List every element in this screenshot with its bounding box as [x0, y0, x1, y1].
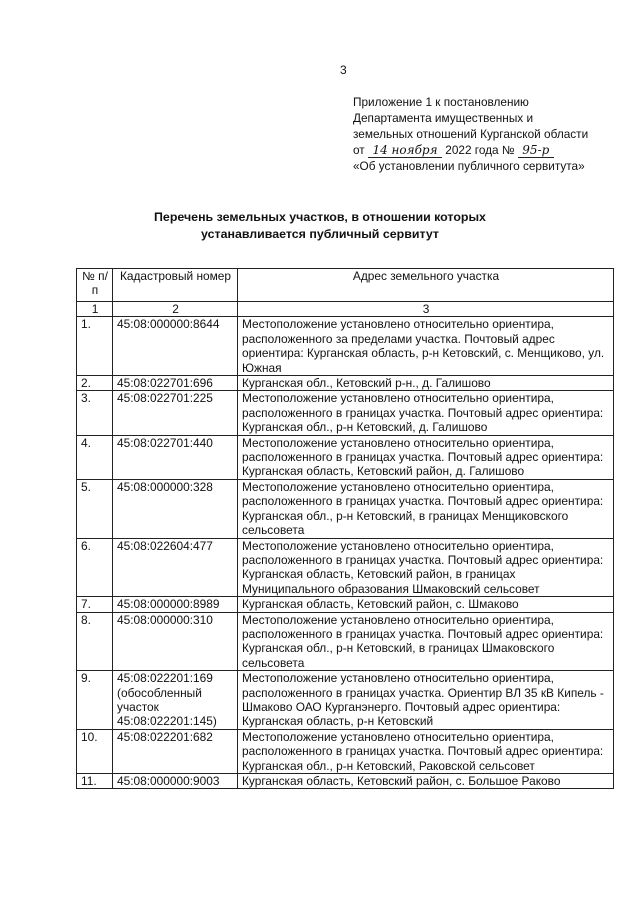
table-row: [77, 435, 614, 479]
address: Местоположение установлено относительно ориентира, расположенного в границах участка. Почтовый адрес ориентира: Курганская обл., р-н Кетовский, в границах Шмаковского сельсовета: [238, 612, 614, 671]
appendix-line-2: Департамента имущественных и: [353, 111, 534, 125]
date-prefix: от: [353, 143, 365, 157]
column-number: 1: [77, 302, 113, 317]
cadastral-number: 45:08:022701:696: [113, 376, 238, 391]
cadastral-number: 45:08:000000:328: [113, 479, 238, 538]
appendix-line-5: «Об установлении публичного сервитута»: [353, 159, 585, 173]
parcels-table: [76, 268, 614, 789]
cadastral-number: 45:08:022701:440: [113, 435, 238, 479]
header-number: № п/п: [77, 269, 113, 302]
address: Курганская обл., Кетовский р-н., д. Галишово: [238, 376, 614, 391]
row-number: 1.: [77, 317, 113, 376]
header-address: Адрес земельного участка: [238, 269, 614, 302]
table-row: [77, 376, 614, 391]
row-number: 9.: [77, 671, 113, 730]
table-row: [77, 774, 614, 789]
row-number: 7.: [77, 597, 113, 612]
table-row: [77, 729, 614, 773]
address: Местоположение установлено относительно ориентира, расположенного в границах участка. Почтовый адрес ориентира: Курганская область, Кетовский район, д. Галишово: [238, 435, 614, 479]
handwritten-date: 14 ноября: [368, 144, 442, 158]
title-line-1: Перечень земельных участков, в отношении которых: [154, 210, 486, 224]
column-number: 3: [238, 302, 614, 317]
cadastral-number: 45:08:022201:169 (обособленный участок 45:08:022201:145): [113, 671, 238, 730]
table-row: [77, 597, 614, 612]
row-number: 6.: [77, 538, 113, 597]
document-title: [60, 209, 580, 243]
row-number: 10.: [77, 729, 113, 773]
table-header-row: [77, 269, 614, 302]
year-text: 2022 года №: [445, 143, 515, 157]
row-number: 5.: [77, 479, 113, 538]
address: Местоположение установлено относительно ориентира, расположенного в границах участка. Ориентир ВЛ 35 кВ Кипель - Шмаково ОАО Курганэнерго. Почтовый адрес ориентира: Курганская область, р-н Кетовский: [238, 671, 614, 730]
cadastral-number: 45:08:022201:682: [113, 729, 238, 773]
table-row: [77, 538, 614, 597]
column-number: 2: [113, 302, 238, 317]
appendix-line-3: земельных отношений Курганской области: [353, 127, 589, 141]
cadastral-number: 45:08:000000:310: [113, 612, 238, 671]
row-number: 8.: [77, 612, 113, 671]
cadastral-number: 45:08:000000:8989: [113, 597, 238, 612]
address: Местоположение установлено относительно ориентира, расположенного в границах участка. Почтовый адрес ориентира: Курганская обл., р-н Кетовский, в границах Менщиковского сельсовета: [238, 479, 614, 538]
row-number: 11.: [77, 774, 113, 789]
appendix-date-line: [353, 142, 633, 158]
cadastral-number: 45:08:022604:477: [113, 538, 238, 597]
table-row: [77, 671, 614, 730]
address: Местоположение установлено относительно ориентира, расположенного в границах участка. Почтовый адрес ориентира: Курганская область, Кетовский район, в границах Муниципального образования Шмаковский сельсовет: [238, 538, 614, 597]
cadastral-number: 45:08:022701:225: [113, 391, 238, 435]
table-row: [77, 479, 614, 538]
title-line-2: устанавливается публичный сервитут: [201, 227, 439, 241]
page-number: 3: [340, 63, 347, 77]
appendix-line-1: Приложение 1 к постановлению: [353, 95, 529, 109]
row-number: 4.: [77, 435, 113, 479]
address: Курганская область, Кетовский район, с. Большое Раково: [238, 774, 614, 789]
address: Местоположение установлено относительно ориентира, расположенного в границах участка. Почтовый адрес ориентира: Курганская обл., р-н Кетовский, д. Галишово: [238, 391, 614, 435]
appendix-header: [353, 94, 633, 174]
cadastral-number: 45:08:000000:9003: [113, 774, 238, 789]
table-row: [77, 612, 614, 671]
column-numbers-row: [77, 302, 614, 317]
address: Местоположение установлено относительно ориентира, расположенного в границах участка. Почтовый адрес ориентира: Курганская обл., р-н Кетовский, Раковской сельсовет: [238, 729, 614, 773]
table-row: [77, 391, 614, 435]
table-row: [77, 317, 614, 376]
cadastral-number: 45:08:000000:8644: [113, 317, 238, 376]
row-number: 2.: [77, 376, 113, 391]
header-cadastral: Кадастровый номер: [113, 269, 238, 302]
row-number: 3.: [77, 391, 113, 435]
address: Курганская область, Кетовский район, с. Шмаково: [238, 597, 614, 612]
handwritten-number: 95-р: [518, 144, 554, 158]
address: Местоположение установлено относительно ориентира, расположенного за пределами участка. Почтовый адрес ориентира: Курганская область, р-н Кетовский, с. Менщиково, ул. Южная: [238, 317, 614, 376]
